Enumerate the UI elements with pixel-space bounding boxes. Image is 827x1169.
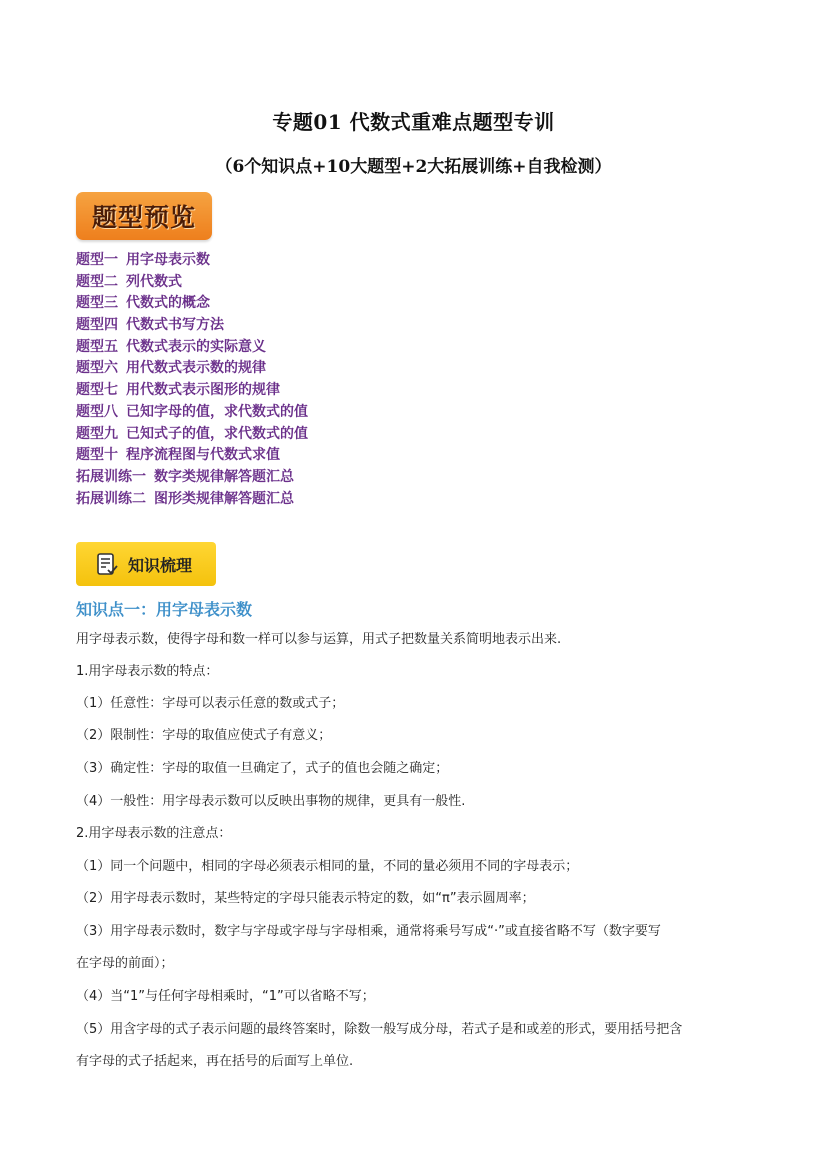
toc-item[interactable]: 拓展训练二 图形类规律解答题汇总 bbox=[76, 490, 294, 507]
question-type-list bbox=[76, 250, 308, 510]
page-title: 专题01 代数式重难点题型专训 bbox=[272, 110, 555, 134]
feature-item: （2）限制性：字母的取值应使式子有意义； bbox=[76, 728, 332, 743]
toc-item[interactable]: 拓展训练一 数字类规律解答题汇总 bbox=[76, 468, 294, 485]
features-heading: 1.用字母表示数的特点： bbox=[76, 664, 219, 679]
feature-item: （4）一般性：用字母表示数可以反映出事物的规律，更具有一般性. bbox=[76, 794, 466, 809]
toc-item[interactable]: 题型七 用代数式表示图形的规律 bbox=[76, 382, 280, 399]
feature-item: （1）任意性：字母可以表示任意的数或式子； bbox=[76, 696, 345, 711]
toc-item[interactable]: 题型八 已知字母的值，求代数式的值 bbox=[76, 403, 308, 420]
toc-item[interactable]: 题型一 用字母表示数 bbox=[76, 252, 210, 268]
notes-heading: 2.用字母表示数的注意点： bbox=[76, 826, 232, 841]
note-item: 在字母的前面）； bbox=[76, 956, 174, 971]
note-item: （2）用字母表示数时，某些特定的字母只能表示特定的数，如“π”表示圆周率； bbox=[76, 891, 535, 906]
preview-banner-label: 题型预览 bbox=[91, 203, 196, 232]
toc-item[interactable]: 题型四 代数式书写方法 bbox=[76, 317, 224, 334]
note-item: （5）用含字母的式子表示问题的最终答案时，除数一般写成分母，若式子是和或差的形式，要用括号把含 bbox=[76, 1022, 683, 1037]
feature-item: （3）确定性：字母的取值一旦确定了，式子的值也会随之确定； bbox=[76, 761, 449, 776]
toc-item[interactable]: 题型二 列代数式 bbox=[76, 273, 182, 290]
page-subtitle: （6个知识点+10大题型+2大拓展训练+自我检测） bbox=[215, 157, 612, 177]
toc-item[interactable]: 题型九 已知式子的值，求代数式的值 bbox=[76, 425, 308, 442]
note-item: （1）同一个问题中，相同的字母必须表示相同的量，不同的量必须用不同的字母表示； bbox=[76, 859, 579, 874]
toc-item[interactable]: 题型三 代数式的概念 bbox=[76, 295, 210, 312]
toc-item[interactable]: 题型五 代数式表示的实际意义 bbox=[76, 338, 266, 355]
knowledge-banner-label: 知识梳理 bbox=[128, 555, 193, 575]
note-item: 有字母的式子括起来，再在括号的后面写上单位. bbox=[76, 1054, 354, 1069]
preview-banner bbox=[76, 192, 212, 240]
intro-paragraph: 用字母表示数，使得字母和数一样可以参与运算，用式子把数量关系简明地表示出来. bbox=[76, 632, 562, 647]
note-item: （4）当“1”与任何字母相乘时，“1”可以省略不写； bbox=[76, 989, 375, 1004]
note-item: （3）用字母表示数时，数字与字母或字母与字母相乘，通常将乘号写成“·”或直接省略不写（数字要写 bbox=[76, 924, 661, 939]
toc-item[interactable]: 题型六 用代数式表示数的规律 bbox=[76, 360, 266, 377]
checklist-icon bbox=[94, 551, 120, 577]
toc-item[interactable]: 题型十 程序流程图与代数式求值 bbox=[76, 447, 280, 464]
knowledge-point-title: 知识点一：用字母表示数 bbox=[76, 600, 253, 619]
knowledge-banner bbox=[76, 542, 216, 586]
